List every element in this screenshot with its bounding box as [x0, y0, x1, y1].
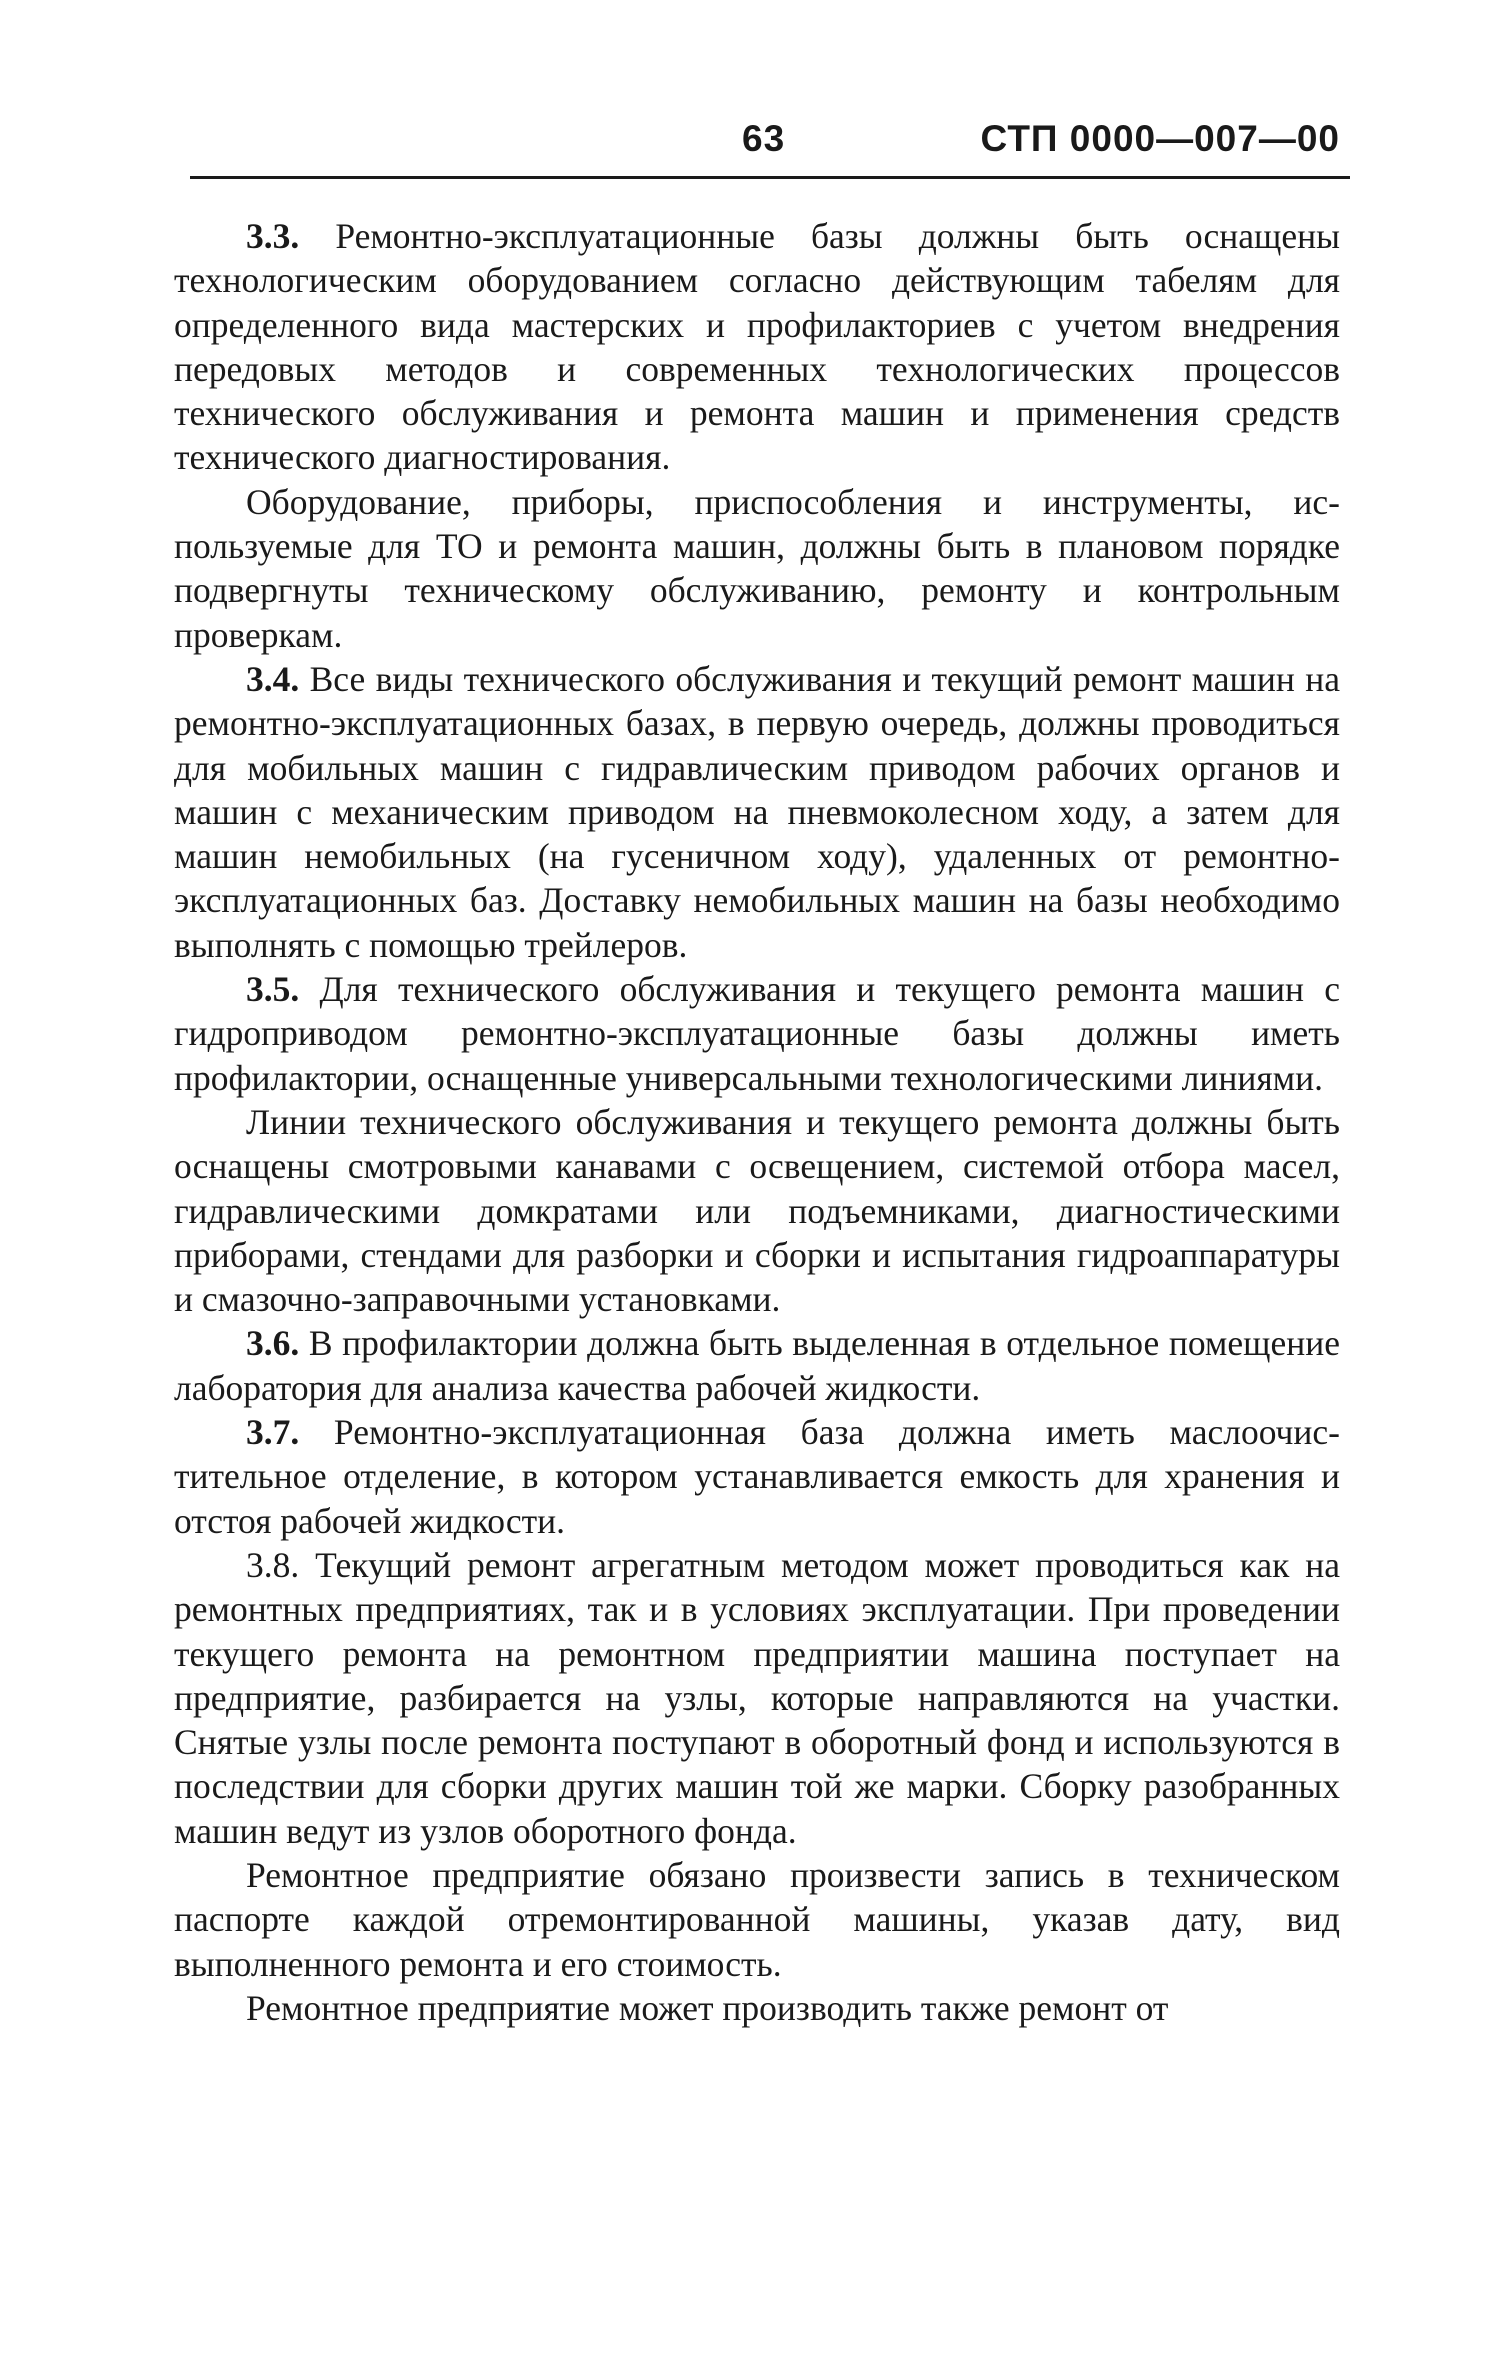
clause-number: 3.4.	[246, 658, 300, 699]
paragraph-repair-also	[174, 1986, 1340, 2030]
paragraph-text: Ремонтно-эксплуатационная база должна иметь маслоочистительное отделение, в котором устанавливается емкость для хранения и отстоя рабочей жидкости.	[174, 1412, 1340, 1541]
paragraph-text: Ремонтное предприятие может производить также ремонт от	[246, 1987, 1169, 2028]
clause-number: 3.6.	[246, 1323, 300, 1364]
header-rule	[190, 176, 1350, 179]
paragraph-3-8	[174, 1543, 1340, 1853]
paragraph-text: Линии технического обслуживания и текущего ремонта должны быть оснащены смотровыми канавами с освещением, системой отбора масел, гидравлическими домкратами или подъемниками, диагностическими приборами, стендами для разборки и сборки и испытания гидроаппаратуры и смазочно-заправочными установками.	[174, 1101, 1340, 1320]
paragraph-3-7	[174, 1410, 1340, 1543]
paragraph-text: Ремонтно-эксплуатационные базы должны быть оснащены технологическим оборудованием согласно действующим табелям для определенного вида мастерских и профилакториев с учетом внедрения передовых методов и современных технологических процессов технического обслуживания и ремонта машин и применения средств технического диагностирования.	[174, 216, 1340, 478]
paragraph-text: Все виды технического обслуживания и текущий ремонт машин на ремонтно-эксплуатационных базах, в первую очередь, должны проводиться для мобильных машин с гидравлическим приводом рабочих органов и машин с механическим приводом на пневмоколесном ходу, а затем для машин немобильных (на гусеничном ходу), удаленных от ремонтно-эксплуатационных баз. Доставку немобильных машин на базы необходимо выполнять с помощью трейлеров.	[174, 658, 1340, 965]
body-text	[174, 214, 1340, 2030]
paragraph-equipment	[174, 480, 1340, 657]
paragraph-repair-record	[174, 1853, 1340, 1986]
paragraph-text: В профилактории должна быть выделенная в отдельное помещение лаборатория для анализа качества рабочей жидкости.	[174, 1323, 1340, 1408]
clause-number: 3.5.	[246, 969, 300, 1010]
paragraph-text: Оборудование, приборы, приспособления и инструменты, используемые для ТО и ремонта машин, должны быть в плановом порядке подвергнуты техническому обслуживанию, ремонту и контрольным проверкам.	[174, 481, 1340, 655]
page-number: 63	[742, 118, 786, 159]
paragraph-text: Для технического обслуживания и текущего ремонта машин с гидроприводом ремонтно-эксплуатационные базы должны иметь профилактории, оснащенные универсальными технологическими линиями.	[174, 969, 1340, 1098]
document-code: СТП 0000—007—00	[980, 118, 1340, 159]
paragraph-text: Ремонтное предприятие обязано произвести запись в техническом паспорте каждой отремонтированной машины, указав дату, вид выполненного ремонта и его стоимость.	[174, 1854, 1340, 1984]
clause-number: 3.3.	[246, 216, 300, 256]
paragraph-3-3	[174, 214, 1340, 480]
paragraph-text: 3.8. Текущий ремонт агрегатным методом может проводиться как на ремонтных предприятиях, так и в условиях эксплуатации. При проведении текущего ремонта на ремонтном предприятии машина поступает на предприятие, разбирается на узлы, которые направляются на участки. Снятые узлы после ремонта поступают в оборотный фонд и используются в последствии для сборки других машин той же марки. Сборку разобранных машин ведут из узлов оборотного фонда.	[174, 1544, 1340, 1851]
paragraph-3-4	[174, 657, 1340, 967]
clause-number: 3.7.	[246, 1412, 300, 1453]
paragraph-lines	[174, 1100, 1340, 1321]
paragraph-3-5	[174, 967, 1340, 1100]
page-header	[190, 118, 1350, 178]
paragraph-3-6	[174, 1321, 1340, 1410]
